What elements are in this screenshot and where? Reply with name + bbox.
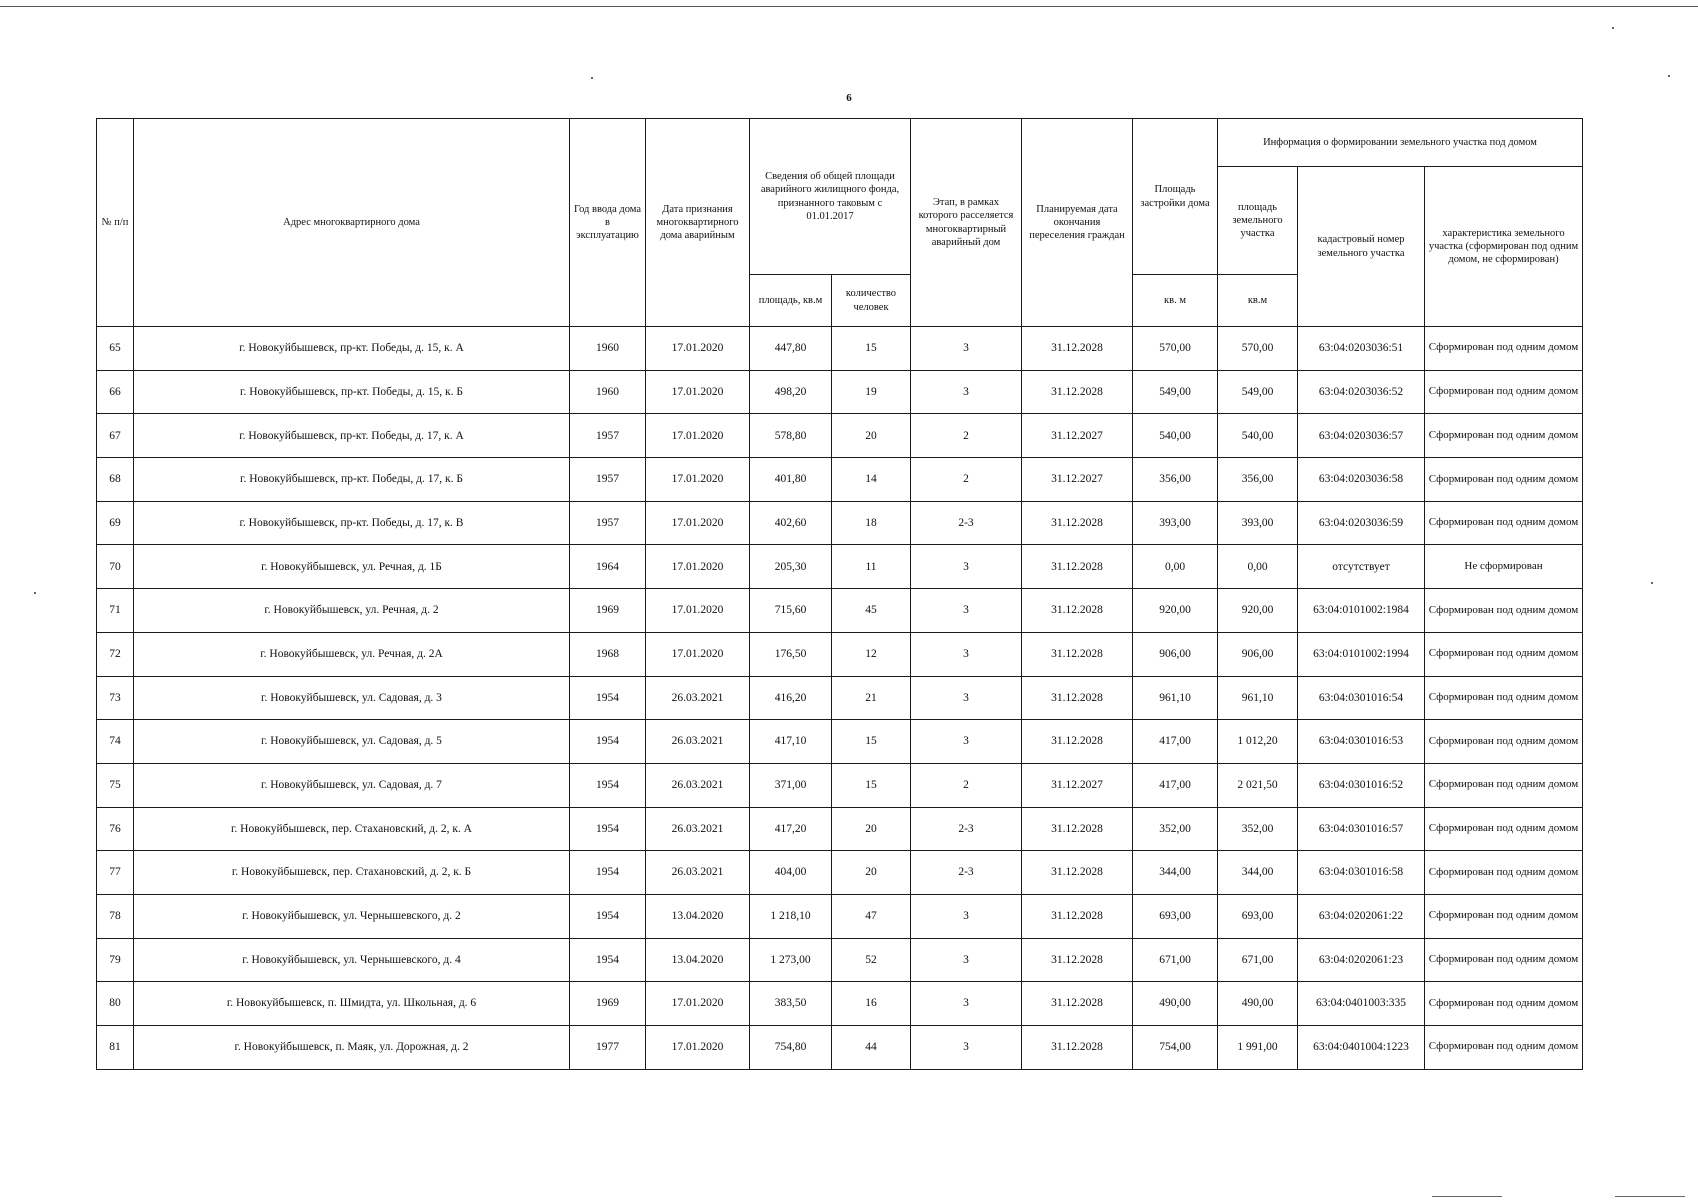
row-area: 404,00: [750, 851, 832, 895]
row-characteristic: Не сформирован: [1425, 545, 1583, 589]
row-cadastral-number: 63:04:0101002:1984: [1298, 589, 1425, 633]
row-planned-date: 31.12.2028: [1022, 589, 1133, 633]
row-land-area: 2 021,50: [1218, 763, 1298, 807]
row-land-area: 0,00: [1218, 545, 1298, 589]
row-area: 715,60: [750, 589, 832, 633]
row-area: 417,20: [750, 807, 832, 851]
row-recognition-date: 17.01.2020: [646, 589, 750, 633]
row-address: г. Новокуйбышевск, ул. Чернышевского, д. 4: [134, 938, 570, 982]
row-cadastral-number: 63:04:0401004:1223: [1298, 1026, 1425, 1070]
header-address: Адрес многоквартирного дома: [134, 119, 570, 327]
row-year: 1969: [570, 589, 646, 633]
row-building-area: 671,00: [1133, 938, 1218, 982]
header-area-info: Сведения об общей площади аварийного жилищного фонда, признанного таковым с 01.01.2017: [750, 119, 911, 275]
row-people: 20: [832, 414, 911, 458]
row-recognition-date: 26.03.2021: [646, 851, 750, 895]
scan-speck: [591, 77, 593, 79]
row-stage: 3: [911, 632, 1022, 676]
header-planned-date: Планируемая дата окончания переселения граждан: [1022, 119, 1133, 327]
row-address: г. Новокуйбышевск, ул. Чернышевского, д. 2: [134, 894, 570, 938]
table-row: [97, 632, 1583, 676]
row-area: 383,50: [750, 982, 832, 1026]
row-number: 79: [97, 938, 134, 982]
row-people: 52: [832, 938, 911, 982]
row-address: г. Новокуйбышевск, пр-кт. Победы, д. 15, к. Б: [134, 370, 570, 414]
table-row: [97, 327, 1583, 371]
row-area: 205,30: [750, 545, 832, 589]
row-characteristic: Сформирован под одним домом: [1425, 894, 1583, 938]
row-stage: 3: [911, 327, 1022, 371]
row-people: 20: [832, 807, 911, 851]
row-year: 1954: [570, 676, 646, 720]
row-number: 66: [97, 370, 134, 414]
row-stage: 3: [911, 589, 1022, 633]
row-year: 1964: [570, 545, 646, 589]
row-planned-date: 31.12.2028: [1022, 1026, 1133, 1070]
row-year: 1977: [570, 1026, 646, 1070]
row-land-area: 961,10: [1218, 676, 1298, 720]
row-stage: 3: [911, 894, 1022, 938]
row-cadastral-number: 63:04:0203036:59: [1298, 501, 1425, 545]
row-building-area: 417,00: [1133, 720, 1218, 764]
header-year: Год ввода дома в эксплуатацию: [570, 119, 646, 327]
table-row: [97, 370, 1583, 414]
table-row: [97, 589, 1583, 633]
row-characteristic: Сформирован под одним домом: [1425, 632, 1583, 676]
row-land-area: 344,00: [1218, 851, 1298, 895]
row-year: 1969: [570, 982, 646, 1026]
row-building-area: 352,00: [1133, 807, 1218, 851]
row-recognition-date: 17.01.2020: [646, 370, 750, 414]
header-land-info: Информация о формировании земельного участка под домом: [1218, 119, 1583, 167]
row-characteristic: Сформирован под одним домом: [1425, 982, 1583, 1026]
scan-speck: [1651, 582, 1653, 584]
row-building-area: 906,00: [1133, 632, 1218, 676]
table-row: [97, 501, 1583, 545]
row-planned-date: 31.12.2028: [1022, 720, 1133, 764]
row-area: 416,20: [750, 676, 832, 720]
row-planned-date: 31.12.2028: [1022, 327, 1133, 371]
row-building-area: 356,00: [1133, 458, 1218, 502]
row-cadastral-number: 63:04:0301016:57: [1298, 807, 1425, 851]
row-stage: 3: [911, 982, 1022, 1026]
row-land-area: 540,00: [1218, 414, 1298, 458]
row-number: 76: [97, 807, 134, 851]
row-recognition-date: 17.01.2020: [646, 414, 750, 458]
row-people: 15: [832, 763, 911, 807]
header-unit-land: кв.м: [1218, 275, 1298, 327]
table-row: [97, 458, 1583, 502]
row-characteristic: Сформирован под одним домом: [1425, 851, 1583, 895]
row-number: 78: [97, 894, 134, 938]
scan-speck: [34, 592, 36, 594]
row-planned-date: 31.12.2028: [1022, 501, 1133, 545]
row-stage: 2: [911, 458, 1022, 502]
row-recognition-date: 17.01.2020: [646, 545, 750, 589]
row-area: 1 273,00: [750, 938, 832, 982]
row-planned-date: 31.12.2028: [1022, 545, 1133, 589]
row-land-area: 490,00: [1218, 982, 1298, 1026]
row-characteristic: Сформирован под одним домом: [1425, 414, 1583, 458]
row-characteristic: Сформирован под одним домом: [1425, 938, 1583, 982]
row-characteristic: Сформирован под одним домом: [1425, 370, 1583, 414]
row-building-area: 961,10: [1133, 676, 1218, 720]
row-characteristic: Сформирован под одним домом: [1425, 1026, 1583, 1070]
row-building-area: 393,00: [1133, 501, 1218, 545]
row-people: 20: [832, 851, 911, 895]
row-people: 15: [832, 720, 911, 764]
row-planned-date: 31.12.2028: [1022, 894, 1133, 938]
table-row: [97, 763, 1583, 807]
row-land-area: 920,00: [1218, 589, 1298, 633]
row-recognition-date: 26.03.2021: [646, 720, 750, 764]
row-number: 65: [97, 327, 134, 371]
row-people: 14: [832, 458, 911, 502]
table-row: [97, 720, 1583, 764]
header-recognition-date: Дата признания многоквартирного дома аварийным: [646, 119, 750, 327]
row-characteristic: Сформирован под одним домом: [1425, 458, 1583, 502]
row-land-area: 393,00: [1218, 501, 1298, 545]
row-number: 68: [97, 458, 134, 502]
row-address: г. Новокуйбышевск, пр-кт. Победы, д. 17, к. А: [134, 414, 570, 458]
row-number: 73: [97, 676, 134, 720]
row-building-area: 920,00: [1133, 589, 1218, 633]
row-address: г. Новокуйбышевск, пр-кт. Победы, д. 17, к. В: [134, 501, 570, 545]
row-characteristic: Сформирован под одним домом: [1425, 501, 1583, 545]
row-land-area: 671,00: [1218, 938, 1298, 982]
row-stage: 3: [911, 720, 1022, 764]
header-land-area: площадь земельного участка: [1218, 167, 1298, 275]
row-address: г. Новокуйбышевск, пр-кт. Победы, д. 17, к. Б: [134, 458, 570, 502]
footer-line: [1432, 1196, 1502, 1197]
row-characteristic: Сформирован под одним домом: [1425, 676, 1583, 720]
scan-speck: [1612, 27, 1614, 29]
page-number: 6: [846, 92, 852, 104]
row-number: 75: [97, 763, 134, 807]
row-land-area: 356,00: [1218, 458, 1298, 502]
row-recognition-date: 13.04.2020: [646, 938, 750, 982]
row-stage: 3: [911, 938, 1022, 982]
row-planned-date: 31.12.2028: [1022, 370, 1133, 414]
row-building-area: 0,00: [1133, 545, 1218, 589]
row-planned-date: 31.12.2028: [1022, 807, 1133, 851]
row-area: 1 218,10: [750, 894, 832, 938]
row-area: 417,10: [750, 720, 832, 764]
row-number: 80: [97, 982, 134, 1026]
row-people: 19: [832, 370, 911, 414]
table-row: [97, 938, 1583, 982]
row-stage: 2: [911, 763, 1022, 807]
row-land-area: 693,00: [1218, 894, 1298, 938]
row-characteristic: Сформирован под одним домом: [1425, 720, 1583, 764]
row-stage: 3: [911, 676, 1022, 720]
row-cadastral-number: 63:04:0401003:335: [1298, 982, 1425, 1026]
row-address: г. Новокуйбышевск, п. Маяк, ул. Дорожная, д. 2: [134, 1026, 570, 1070]
row-cadastral-number: 63:04:0202061:23: [1298, 938, 1425, 982]
header-building-area: Площадь застройки дома: [1133, 119, 1218, 275]
row-stage: 3: [911, 1026, 1022, 1070]
table-row: [97, 894, 1583, 938]
row-number: 71: [97, 589, 134, 633]
row-stage: 2-3: [911, 851, 1022, 895]
table-row: [97, 676, 1583, 720]
row-planned-date: 31.12.2028: [1022, 938, 1133, 982]
row-building-area: 549,00: [1133, 370, 1218, 414]
row-building-area: 754,00: [1133, 1026, 1218, 1070]
row-people: 18: [832, 501, 911, 545]
row-number: 77: [97, 851, 134, 895]
table-row: [97, 851, 1583, 895]
row-year: 1954: [570, 763, 646, 807]
row-building-area: 540,00: [1133, 414, 1218, 458]
row-recognition-date: 26.03.2021: [646, 676, 750, 720]
row-area: 578,80: [750, 414, 832, 458]
row-people: 44: [832, 1026, 911, 1070]
row-year: 1957: [570, 501, 646, 545]
top-border-line: [0, 6, 1698, 7]
row-stage: 2-3: [911, 807, 1022, 851]
emergency-housing-table: [96, 118, 1583, 1070]
row-planned-date: 31.12.2028: [1022, 851, 1133, 895]
row-planned-date: 31.12.2027: [1022, 458, 1133, 502]
table-row: [97, 545, 1583, 589]
row-recognition-date: 17.01.2020: [646, 632, 750, 676]
row-planned-date: 31.12.2028: [1022, 676, 1133, 720]
row-address: г. Новокуйбышевск, ул. Садовая, д. 3: [134, 676, 570, 720]
row-people: 11: [832, 545, 911, 589]
row-number: 81: [97, 1026, 134, 1070]
row-recognition-date: 26.03.2021: [646, 807, 750, 851]
row-cadastral-number: 63:04:0301016:53: [1298, 720, 1425, 764]
table-row: [97, 807, 1583, 851]
row-building-area: 693,00: [1133, 894, 1218, 938]
row-address: г. Новокуйбышевск, ул. Речная, д. 1Б: [134, 545, 570, 589]
row-stage: 3: [911, 545, 1022, 589]
header-characteristic: характеристика земельного участка (сформирован под одним домом, не сформирован): [1425, 167, 1583, 327]
row-number: 70: [97, 545, 134, 589]
row-address: г. Новокуйбышевск, ул. Речная, д. 2А: [134, 632, 570, 676]
row-land-area: 570,00: [1218, 327, 1298, 371]
row-year: 1954: [570, 938, 646, 982]
row-address: г. Новокуйбышевск, ул. Речная, д. 2: [134, 589, 570, 633]
row-address: г. Новокуйбышевск, п. Шмидта, ул. Школьная, д. 6: [134, 982, 570, 1026]
row-cadastral-number: 63:04:0202061:22: [1298, 894, 1425, 938]
row-address: г. Новокуйбышевск, ул. Садовая, д. 7: [134, 763, 570, 807]
header-sub-area: площадь, кв.м: [750, 275, 832, 327]
header-no: № п/п: [97, 119, 134, 327]
row-cadastral-number: 63:04:0203036:57: [1298, 414, 1425, 458]
row-address: г. Новокуйбышевск, пер. Стахановский, д. 2, к. А: [134, 807, 570, 851]
row-planned-date: 31.12.2028: [1022, 632, 1133, 676]
row-building-area: 570,00: [1133, 327, 1218, 371]
footer-line: [1615, 1196, 1685, 1197]
row-address: г. Новокуйбышевск, ул. Садовая, д. 5: [134, 720, 570, 764]
row-recognition-date: 26.03.2021: [646, 763, 750, 807]
row-area: 371,00: [750, 763, 832, 807]
row-recognition-date: 17.01.2020: [646, 327, 750, 371]
row-characteristic: Сформирован под одним домом: [1425, 807, 1583, 851]
row-people: 45: [832, 589, 911, 633]
row-cadastral-number: 63:04:0301016:58: [1298, 851, 1425, 895]
row-year: 1968: [570, 632, 646, 676]
row-area: 754,80: [750, 1026, 832, 1070]
row-number: 67: [97, 414, 134, 458]
row-characteristic: Сформирован под одним домом: [1425, 589, 1583, 633]
row-people: 47: [832, 894, 911, 938]
row-cadastral-number: отсутствует: [1298, 545, 1425, 589]
row-recognition-date: 17.01.2020: [646, 501, 750, 545]
row-land-area: 1 012,20: [1218, 720, 1298, 764]
row-year: 1960: [570, 370, 646, 414]
header-stage: Этап, в рамках которого расселяется многоквартирный аварийный дом: [911, 119, 1022, 327]
row-land-area: 1 991,00: [1218, 1026, 1298, 1070]
header-sub-people: количество человек: [832, 275, 911, 327]
row-year: 1954: [570, 894, 646, 938]
row-year: 1954: [570, 851, 646, 895]
row-recognition-date: 17.01.2020: [646, 458, 750, 502]
row-people: 16: [832, 982, 911, 1026]
scan-speck: [1668, 75, 1670, 77]
row-area: 447,80: [750, 327, 832, 371]
row-people: 21: [832, 676, 911, 720]
row-area: 176,50: [750, 632, 832, 676]
row-area: 401,80: [750, 458, 832, 502]
header-cadastral: кадастровый номер земельного участка: [1298, 167, 1425, 327]
row-stage: 2: [911, 414, 1022, 458]
row-people: 15: [832, 327, 911, 371]
row-year: 1954: [570, 720, 646, 764]
row-cadastral-number: 63:04:0301016:52: [1298, 763, 1425, 807]
row-characteristic: Сформирован под одним домом: [1425, 763, 1583, 807]
row-land-area: 906,00: [1218, 632, 1298, 676]
row-cadastral-number: 63:04:0203036:58: [1298, 458, 1425, 502]
row-cadastral-number: 63:04:0203036:52: [1298, 370, 1425, 414]
row-cadastral-number: 63:04:0203036:51: [1298, 327, 1425, 371]
row-stage: 2-3: [911, 501, 1022, 545]
row-building-area: 417,00: [1133, 763, 1218, 807]
row-address: г. Новокуйбышевск, пр-кт. Победы, д. 15, к. А: [134, 327, 570, 371]
row-planned-date: 31.12.2028: [1022, 982, 1133, 1026]
table-row: [97, 414, 1583, 458]
row-land-area: 352,00: [1218, 807, 1298, 851]
table-row: [97, 982, 1583, 1026]
row-cadastral-number: 63:04:0301016:54: [1298, 676, 1425, 720]
row-characteristic: Сформирован под одним домом: [1425, 327, 1583, 371]
row-area: 402,60: [750, 501, 832, 545]
row-year: 1960: [570, 327, 646, 371]
row-cadastral-number: 63:04:0101002:1994: [1298, 632, 1425, 676]
row-number: 74: [97, 720, 134, 764]
row-year: 1957: [570, 458, 646, 502]
row-planned-date: 31.12.2027: [1022, 414, 1133, 458]
row-building-area: 344,00: [1133, 851, 1218, 895]
row-recognition-date: 17.01.2020: [646, 982, 750, 1026]
row-year: 1957: [570, 414, 646, 458]
header-unit-building: кв. м: [1133, 275, 1218, 327]
row-land-area: 549,00: [1218, 370, 1298, 414]
row-number: 69: [97, 501, 134, 545]
row-planned-date: 31.12.2027: [1022, 763, 1133, 807]
row-stage: 3: [911, 370, 1022, 414]
row-area: 498,20: [750, 370, 832, 414]
row-recognition-date: 17.01.2020: [646, 1026, 750, 1070]
row-address: г. Новокуйбышевск, пер. Стахановский, д. 2, к. Б: [134, 851, 570, 895]
table-row: [97, 1026, 1583, 1070]
row-number: 72: [97, 632, 134, 676]
row-year: 1954: [570, 807, 646, 851]
row-building-area: 490,00: [1133, 982, 1218, 1026]
row-recognition-date: 13.04.2020: [646, 894, 750, 938]
row-people: 12: [832, 632, 911, 676]
